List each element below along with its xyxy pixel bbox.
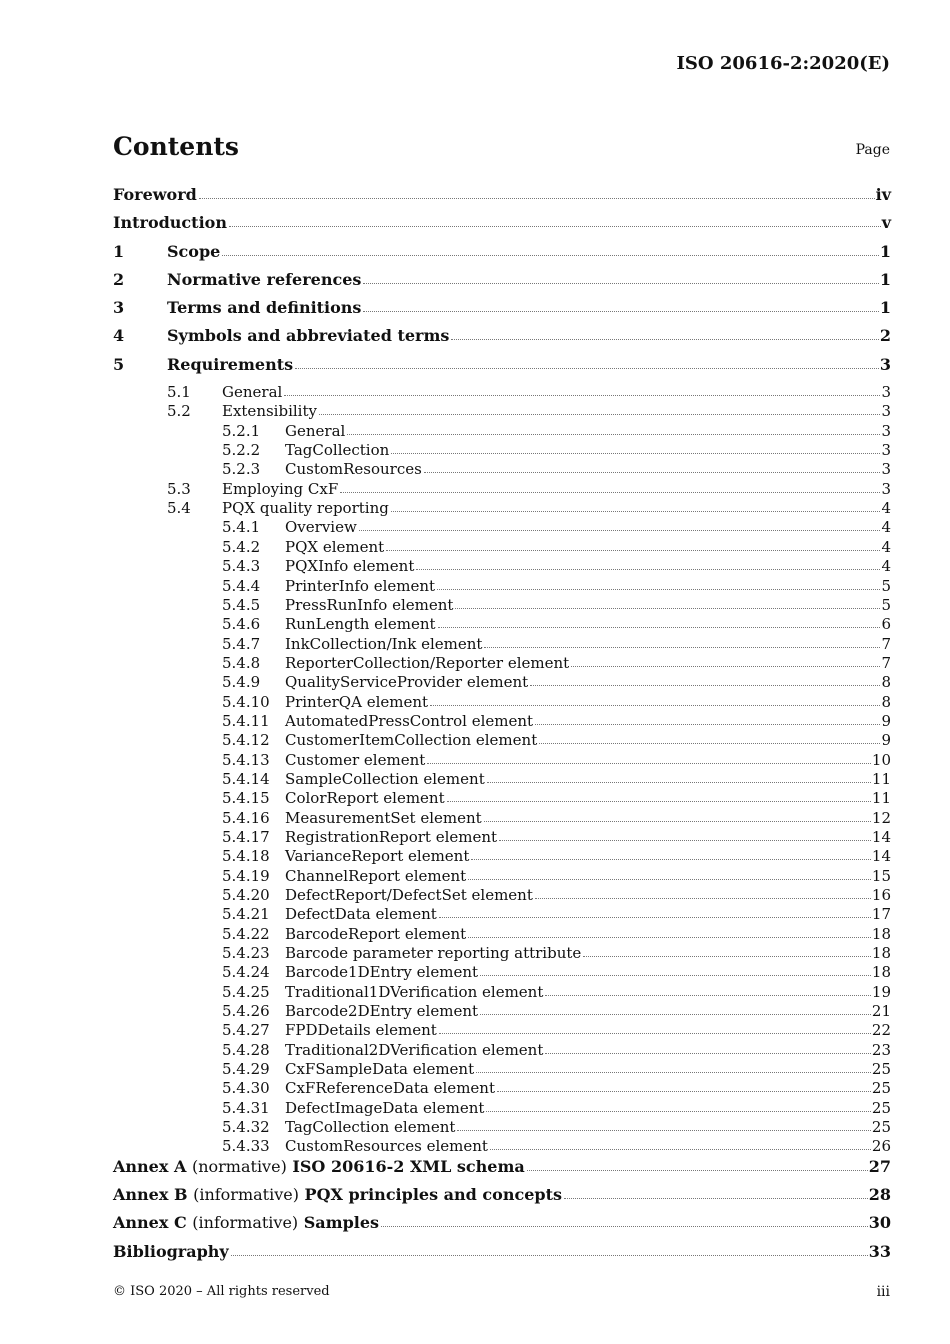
dot-leader bbox=[480, 974, 871, 976]
toc-entry-title: Symbols and abbreviated terms bbox=[167, 326, 450, 346]
toc-entry-title: Barcode parameter reporting attribute bbox=[285, 944, 582, 963]
toc-entry-page: 9 bbox=[881, 711, 891, 730]
dot-leader bbox=[480, 1013, 871, 1015]
toc-entry-title: Barcode2DEntry element bbox=[285, 1002, 479, 1021]
toc-entry-number: 5.4.7 bbox=[222, 634, 261, 653]
toc-entry-number: 5.4.20 bbox=[222, 886, 270, 905]
toc-entry-number: 5.4.33 bbox=[222, 1137, 270, 1156]
toc-entry-number: 5.4.3 bbox=[222, 557, 261, 576]
toc-entry-title: AutomatedPressControl element bbox=[285, 711, 534, 730]
toc-entry-page: 28 bbox=[868, 1185, 891, 1205]
toc-entry-number: 5.4.22 bbox=[222, 924, 270, 943]
toc-entry-title: InkCollection/Ink element bbox=[285, 634, 483, 653]
toc-entry-page: 18 bbox=[871, 944, 891, 963]
toc-entry-title: FPDDetails element bbox=[285, 1021, 437, 1040]
toc-entry-number: 5.4.1 bbox=[222, 518, 261, 537]
toc-entry-page: 2 bbox=[879, 326, 891, 346]
dot-leader bbox=[295, 367, 879, 369]
dot-leader bbox=[455, 607, 880, 609]
dot-leader bbox=[476, 1071, 871, 1073]
toc-entry-number: 5.4.16 bbox=[222, 808, 270, 827]
dot-leader bbox=[359, 529, 881, 531]
toc-entry-page: 3 bbox=[879, 354, 891, 374]
dot-leader bbox=[564, 1197, 868, 1199]
toc-entry-title: VarianceReport element bbox=[285, 847, 470, 866]
toc-entry-number: 5.4.2 bbox=[222, 537, 261, 556]
dot-leader bbox=[386, 549, 880, 551]
toc-entry-page: 5 bbox=[881, 576, 891, 595]
dot-leader bbox=[439, 916, 871, 918]
toc-entry-page: 3 bbox=[881, 421, 891, 440]
annex-label: Annex C bbox=[113, 1213, 187, 1233]
toc-entry[interactable] bbox=[113, 402, 891, 421]
toc-entry[interactable] bbox=[113, 809, 891, 828]
dot-leader bbox=[499, 839, 871, 841]
dot-leader bbox=[545, 994, 871, 996]
toc-entry[interactable] bbox=[113, 185, 891, 213]
toc-entry[interactable] bbox=[113, 1242, 891, 1270]
dot-leader bbox=[284, 394, 880, 396]
toc-entry-number: 5.4.23 bbox=[222, 944, 270, 963]
dot-leader bbox=[416, 568, 880, 570]
toc-entry-title: PQX element bbox=[285, 537, 385, 556]
document-id-header: ISO 20616-2:2020(E) bbox=[676, 53, 890, 74]
toc-entry-title: QualityServiceProvider element bbox=[285, 673, 529, 692]
toc-entry-page: 30 bbox=[868, 1213, 891, 1233]
dot-leader bbox=[527, 1169, 868, 1171]
toc-entry-page: 3 bbox=[881, 383, 891, 402]
dot-leader bbox=[451, 338, 878, 340]
dot-leader bbox=[539, 742, 880, 744]
toc-entry-number: 5.3 bbox=[167, 479, 191, 498]
dot-leader bbox=[457, 1129, 871, 1131]
toc-entry-number: 4 bbox=[113, 326, 125, 346]
dot-leader bbox=[484, 646, 880, 648]
toc-entry-title: General bbox=[222, 383, 283, 402]
toc-entry-title: PQXInfo element bbox=[285, 557, 415, 576]
toc-entry-number: 5.2 bbox=[167, 402, 191, 421]
toc-entry[interactable] bbox=[113, 983, 891, 1002]
toc-entry-page: 3 bbox=[881, 460, 891, 479]
toc-entry-title: CustomerItemCollection element bbox=[285, 731, 538, 750]
toc-entry-page: 25 bbox=[871, 1060, 891, 1079]
toc-entry[interactable] bbox=[113, 213, 891, 241]
toc-entry[interactable] bbox=[113, 925, 891, 944]
dot-leader bbox=[571, 665, 880, 667]
toc-entry-page: 4 bbox=[881, 557, 891, 576]
dot-leader bbox=[347, 433, 880, 435]
annex-type: (informative) bbox=[192, 1213, 299, 1233]
toc-entry-page: 5 bbox=[881, 595, 891, 614]
annex-title: Samples bbox=[303, 1213, 380, 1233]
toc-entry[interactable] bbox=[113, 673, 891, 692]
toc-entry-page: 11 bbox=[871, 769, 891, 788]
toc-entry-title: Customer element bbox=[285, 750, 426, 769]
toc-entry-number: 5.4.28 bbox=[222, 1040, 270, 1059]
toc-entry-title: BarcodeReport element bbox=[285, 924, 467, 943]
toc-entry-page: 14 bbox=[871, 847, 891, 866]
toc-entry-number: 3 bbox=[113, 298, 125, 318]
toc-entry[interactable] bbox=[113, 1213, 891, 1241]
toc-entry-title: CustomResources element bbox=[285, 1137, 488, 1156]
toc-entry[interactable] bbox=[113, 615, 891, 634]
toc-entry-title: DefectReport/DefectSet element bbox=[285, 886, 533, 905]
toc-entry-title: MeasurementSet element bbox=[285, 808, 482, 827]
toc-entry-title: CxFReferenceData element bbox=[285, 1079, 495, 1098]
page-column-label: Page bbox=[855, 142, 890, 158]
toc-entry[interactable] bbox=[113, 770, 891, 789]
toc-entry-page: 17 bbox=[871, 905, 891, 924]
toc-entry[interactable] bbox=[113, 270, 891, 298]
toc-entry[interactable] bbox=[113, 963, 891, 982]
toc-entry[interactable] bbox=[113, 1185, 891, 1213]
toc-entry-page: 11 bbox=[871, 789, 891, 808]
dot-leader bbox=[545, 1052, 871, 1054]
copyright-footer: © ISO 2020 – All rights reserved bbox=[113, 1284, 330, 1299]
toc-entry-title: CustomResources bbox=[285, 460, 422, 479]
dot-leader bbox=[471, 858, 871, 860]
toc-entry-number: 5.4.5 bbox=[222, 595, 261, 614]
toc-entry-page: 8 bbox=[881, 673, 891, 692]
toc-entry-number: 5.4.24 bbox=[222, 963, 270, 982]
toc-entry-title: Requirements bbox=[167, 354, 294, 374]
annex-title: ISO 20616-2 XML schema bbox=[292, 1156, 525, 1176]
toc-entry-number: 5.4.17 bbox=[222, 827, 270, 846]
toc-entry-title: Traditional1DVerification element bbox=[285, 982, 544, 1001]
toc-entry-title bbox=[113, 1157, 525, 1176]
toc-entry-page: 10 bbox=[871, 750, 891, 769]
dot-leader bbox=[391, 452, 880, 454]
toc-entry-title: PrinterQA element bbox=[285, 692, 429, 711]
toc-entry[interactable] bbox=[113, 847, 891, 866]
toc-entry-number: 5.4.9 bbox=[222, 673, 261, 692]
toc-entry-page: 27 bbox=[868, 1156, 891, 1176]
dot-leader bbox=[490, 1148, 871, 1150]
toc-entry-title: TagCollection element bbox=[285, 1118, 456, 1137]
toc-entry-title: Scope bbox=[167, 241, 221, 261]
toc-entry[interactable] bbox=[113, 1041, 891, 1060]
toc-entry-title: ReporterCollection/Reporter element bbox=[285, 653, 570, 672]
toc-entry[interactable] bbox=[113, 1137, 891, 1156]
toc-entry[interactable] bbox=[113, 422, 891, 441]
toc-entry[interactable] bbox=[113, 905, 891, 924]
toc-entry-title: Barcode1DEntry element bbox=[285, 963, 479, 982]
toc-entry-title: Traditional2DVerification element bbox=[285, 1040, 544, 1059]
toc-entry-page: 18 bbox=[871, 924, 891, 943]
toc-entry-number: 5.4.6 bbox=[222, 615, 261, 634]
toc-entry[interactable] bbox=[113, 460, 891, 479]
dot-leader bbox=[484, 820, 871, 822]
toc-entry-page: 19 bbox=[871, 982, 891, 1001]
dot-leader bbox=[583, 955, 871, 957]
toc-entry-number: 5.4.25 bbox=[222, 982, 270, 1001]
toc-entry-page: 22 bbox=[871, 1021, 891, 1040]
toc-entry-page: 4 bbox=[881, 518, 891, 537]
toc-entry-page: 33 bbox=[868, 1241, 891, 1261]
toc-entry[interactable] bbox=[113, 1060, 891, 1079]
toc-entry-title: CxFSampleData element bbox=[285, 1060, 475, 1079]
toc-entry-title: SampleCollection element bbox=[285, 769, 485, 788]
toc-entry-number: 5.4.15 bbox=[222, 789, 270, 808]
dot-leader bbox=[363, 282, 878, 284]
toc-entry[interactable] bbox=[113, 789, 891, 808]
toc-entry[interactable] bbox=[113, 557, 891, 576]
toc-entry[interactable] bbox=[113, 1079, 891, 1098]
dot-leader bbox=[391, 510, 881, 512]
toc-entry-page: 6 bbox=[881, 615, 891, 634]
toc-entry[interactable] bbox=[113, 242, 891, 270]
dot-leader bbox=[535, 723, 880, 725]
toc-entry[interactable] bbox=[113, 518, 891, 537]
dot-leader bbox=[231, 1254, 868, 1256]
toc-entry[interactable] bbox=[113, 712, 891, 731]
toc-entry-page: 8 bbox=[881, 692, 891, 711]
toc-entry-number: 5.4.21 bbox=[222, 905, 270, 924]
toc-entry-page: 3 bbox=[881, 441, 891, 460]
toc-entry-number: 5 bbox=[113, 354, 125, 374]
dot-leader bbox=[424, 471, 881, 473]
toc-entry-page: 12 bbox=[871, 808, 891, 827]
dot-leader bbox=[535, 897, 871, 899]
toc-entry-page: 18 bbox=[871, 963, 891, 982]
toc-entry-page: 25 bbox=[871, 1098, 891, 1117]
toc-entry-number: 5.4.27 bbox=[222, 1021, 270, 1040]
dot-leader bbox=[319, 413, 880, 415]
toc-entry[interactable] bbox=[113, 731, 891, 750]
toc-entry-title: Extensibility bbox=[222, 402, 317, 421]
toc-entry-page: 1 bbox=[879, 241, 891, 261]
toc-entry[interactable] bbox=[113, 1118, 891, 1137]
toc-entry-number: 5.4.4 bbox=[222, 576, 261, 595]
toc-entry-number: 5.4.12 bbox=[222, 731, 270, 750]
toc-entry[interactable] bbox=[113, 538, 891, 557]
dot-leader bbox=[497, 1090, 871, 1092]
table-of-contents bbox=[113, 185, 891, 1270]
toc-entry-page: 14 bbox=[871, 827, 891, 846]
toc-entry-page: 23 bbox=[871, 1040, 891, 1059]
toc-entry-page: 4 bbox=[881, 499, 891, 518]
toc-entry[interactable] bbox=[113, 886, 891, 905]
annex-label: Annex B bbox=[113, 1185, 188, 1205]
toc-entry-number: 5.4.14 bbox=[222, 769, 270, 788]
toc-entry-title bbox=[113, 1185, 562, 1204]
toc-entry-title: Terms and definitions bbox=[167, 298, 362, 318]
dot-leader bbox=[363, 310, 878, 312]
toc-entry-title: ChannelReport element bbox=[285, 866, 467, 885]
toc-entry[interactable] bbox=[113, 596, 891, 615]
toc-entry-number: 5.1 bbox=[167, 383, 191, 402]
toc-entry[interactable] bbox=[113, 693, 891, 712]
toc-entry-number: 5.2.2 bbox=[222, 441, 261, 460]
toc-entry-page: v bbox=[881, 213, 891, 233]
toc-entry-number: 5.4.8 bbox=[222, 653, 261, 672]
dot-leader bbox=[447, 800, 871, 802]
toc-entry[interactable] bbox=[113, 867, 891, 886]
toc-entry[interactable] bbox=[113, 326, 891, 354]
page-number-footer: iii bbox=[876, 1284, 890, 1300]
annex-type: (informative) bbox=[193, 1185, 299, 1205]
toc-entry-title: ColorReport element bbox=[285, 789, 445, 808]
annex-title: PQX principles and concepts bbox=[304, 1185, 562, 1205]
toc-entry-number: 5.4.26 bbox=[222, 1002, 270, 1021]
toc-entry[interactable] bbox=[113, 1157, 891, 1185]
toc-entry[interactable] bbox=[113, 441, 891, 460]
toc-entry-number: 5.2.3 bbox=[222, 460, 261, 479]
toc-entry-number: 5.4.30 bbox=[222, 1079, 270, 1098]
dot-leader bbox=[427, 762, 871, 764]
toc-entry-page: 7 bbox=[881, 634, 891, 653]
toc-entry[interactable] bbox=[113, 635, 891, 654]
dot-leader bbox=[530, 684, 880, 686]
dot-leader bbox=[468, 878, 871, 880]
toc-entry-title: PressRunInfo element bbox=[285, 595, 454, 614]
toc-entry-page: 3 bbox=[881, 479, 891, 498]
toc-entry[interactable] bbox=[113, 355, 891, 383]
annex-type: (normative) bbox=[191, 1156, 287, 1176]
toc-entry-title: Bibliography bbox=[113, 1241, 229, 1261]
toc-entry-title: Overview bbox=[285, 518, 357, 537]
dot-leader bbox=[437, 588, 880, 590]
toc-entry-title: PrinterInfo element bbox=[285, 576, 436, 595]
toc-entry-title: DefectImageData element bbox=[285, 1098, 485, 1117]
toc-entry-number: 5.4.11 bbox=[222, 711, 270, 730]
toc-entry-title: Employing CxF bbox=[222, 479, 339, 498]
annex-label: Annex A bbox=[113, 1156, 187, 1176]
toc-entry-page: 3 bbox=[881, 402, 891, 421]
toc-entry-page: 25 bbox=[871, 1118, 891, 1137]
toc-entry-title: DefectData element bbox=[285, 905, 437, 924]
toc-entry-number: 5.4.31 bbox=[222, 1098, 270, 1117]
toc-entry-title: RunLength element bbox=[285, 615, 436, 634]
toc-entry-page: 16 bbox=[871, 886, 891, 905]
toc-entry-number: 5.4.29 bbox=[222, 1060, 270, 1079]
dot-leader bbox=[439, 1032, 871, 1034]
toc-entry-page: 26 bbox=[871, 1137, 891, 1156]
toc-entry[interactable] bbox=[113, 1021, 891, 1040]
toc-entry-title: Normative references bbox=[167, 269, 362, 289]
toc-entry-page: 7 bbox=[881, 653, 891, 672]
toc-entry-page: 4 bbox=[881, 537, 891, 556]
toc-entry-title: Introduction bbox=[113, 213, 227, 233]
dot-leader bbox=[486, 1110, 871, 1112]
dot-leader bbox=[438, 626, 881, 628]
page-title: Contents bbox=[113, 132, 240, 161]
toc-entry[interactable] bbox=[113, 1002, 891, 1021]
toc-entry-page: 25 bbox=[871, 1079, 891, 1098]
dot-leader bbox=[340, 491, 880, 493]
toc-entry-title bbox=[113, 1213, 379, 1232]
toc-entry[interactable] bbox=[113, 499, 891, 518]
dot-leader bbox=[199, 197, 875, 199]
toc-entry-number: 5.2.1 bbox=[222, 421, 261, 440]
toc-entry-title: TagCollection bbox=[285, 441, 390, 460]
toc-entry-page: 21 bbox=[871, 1002, 891, 1021]
dot-leader bbox=[430, 704, 880, 706]
toc-entry-page: 15 bbox=[871, 866, 891, 885]
toc-entry-number: 5.4 bbox=[167, 499, 191, 518]
toc-entry[interactable] bbox=[113, 654, 891, 673]
toc-entry[interactable] bbox=[113, 1099, 891, 1118]
toc-entry-number: 5.4.13 bbox=[222, 750, 270, 769]
toc-entry-number: 1 bbox=[113, 241, 125, 261]
toc-entry-title: Foreword bbox=[113, 185, 197, 204]
toc-entry[interactable] bbox=[113, 298, 891, 326]
toc-entry-number: 5.4.32 bbox=[222, 1118, 270, 1137]
dot-leader bbox=[229, 225, 881, 227]
toc-entry-title: General bbox=[285, 421, 346, 440]
toc-entry-number: 5.4.19 bbox=[222, 866, 270, 885]
dot-leader bbox=[381, 1225, 868, 1227]
toc-entry-page: iv bbox=[875, 185, 891, 204]
toc-entry-number: 5.4.18 bbox=[222, 847, 270, 866]
toc-entry-page: 1 bbox=[879, 269, 891, 289]
toc-entry-number: 2 bbox=[113, 269, 125, 289]
toc-entry[interactable] bbox=[113, 383, 891, 402]
toc-entry[interactable] bbox=[113, 944, 891, 963]
toc-entry[interactable] bbox=[113, 751, 891, 770]
dot-leader bbox=[468, 936, 871, 938]
dot-leader bbox=[222, 254, 879, 256]
toc-entry[interactable] bbox=[113, 480, 891, 499]
dot-leader bbox=[487, 781, 871, 783]
toc-entry-page: 9 bbox=[881, 731, 891, 750]
toc-entry[interactable] bbox=[113, 828, 891, 847]
toc-entry-title: PQX quality reporting bbox=[222, 499, 389, 518]
contents-title-row bbox=[113, 132, 890, 164]
toc-entry-title: RegistrationReport element bbox=[285, 827, 498, 846]
toc-entry-number: 5.4.10 bbox=[222, 692, 270, 711]
toc-entry[interactable] bbox=[113, 577, 891, 596]
toc-entry-page: 1 bbox=[879, 298, 891, 318]
